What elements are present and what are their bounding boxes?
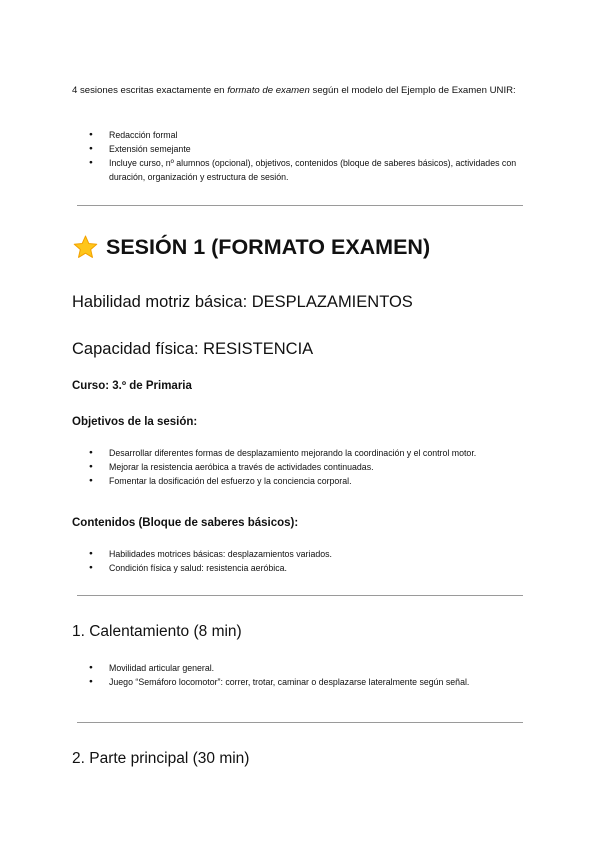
intro-text-italic: formato de examen xyxy=(227,85,310,96)
divider xyxy=(77,205,523,206)
list-item: ● Mejorar la resistencia aeróbica a través de actividades continuadas. xyxy=(72,460,532,474)
contenidos-list xyxy=(72,547,532,575)
habilidad-heading: Habilidad motriz básica: DESPLAZAMIENTOS xyxy=(72,293,413,311)
intro-bullet-list xyxy=(72,128,532,184)
list-item: ● Redacción formal xyxy=(72,128,532,142)
intro-text-after: según el modelo del Ejemplo de Examen UNIR: xyxy=(309,85,516,96)
session-title-text: SESIÓN 1 (FORMATO EXAMEN) xyxy=(106,235,431,259)
list-item: ● Incluye curso, nº alumnos (opcional), objetivos, contenidos (bloque de saberes básicos), actividades con duración, organización y estructura de sesión. xyxy=(72,156,532,184)
session-title xyxy=(72,234,430,261)
calentamiento-heading: 1. Calentamiento (8 min) xyxy=(72,623,242,640)
divider xyxy=(77,722,523,723)
list-item: ● Movilidad articular general. xyxy=(72,661,532,675)
list-item: ● Desarrollar diferentes formas de desplazamiento mejorando la coordinación y el control motor. xyxy=(72,446,532,460)
divider xyxy=(77,595,523,596)
star-icon xyxy=(72,234,99,261)
capacidad-heading: Capacidad física: RESISTENCIA xyxy=(72,340,314,358)
intro-text-before: 4 sesiones escritas exactamente en xyxy=(72,85,228,96)
contenidos-heading: Contenidos (Bloque de saberes básicos): xyxy=(72,517,299,529)
list-item: ● Habilidades motrices básicas: desplazamientos variados. xyxy=(72,547,532,561)
calentamiento-list xyxy=(72,661,532,689)
intro-paragraph xyxy=(72,82,532,99)
list-item: ● Fomentar la dosificación del esfuerzo y la conciencia corporal. xyxy=(72,474,532,488)
list-item: ● Condición física y salud: resistencia aeróbica. xyxy=(72,561,532,575)
list-item: ● Juego “Semáforo locomotor”: correr, trotar, caminar o desplazarse lateralmente según señal. xyxy=(72,675,532,689)
objetivos-list xyxy=(72,446,532,488)
objetivos-heading: Objetivos de la sesión: xyxy=(72,416,198,428)
parte-principal-heading: 2. Parte principal (30 min) xyxy=(72,750,250,767)
curso-heading: Curso: 3.º de Primaria xyxy=(72,380,192,392)
list-item: ● Extensión semejante xyxy=(72,142,532,156)
